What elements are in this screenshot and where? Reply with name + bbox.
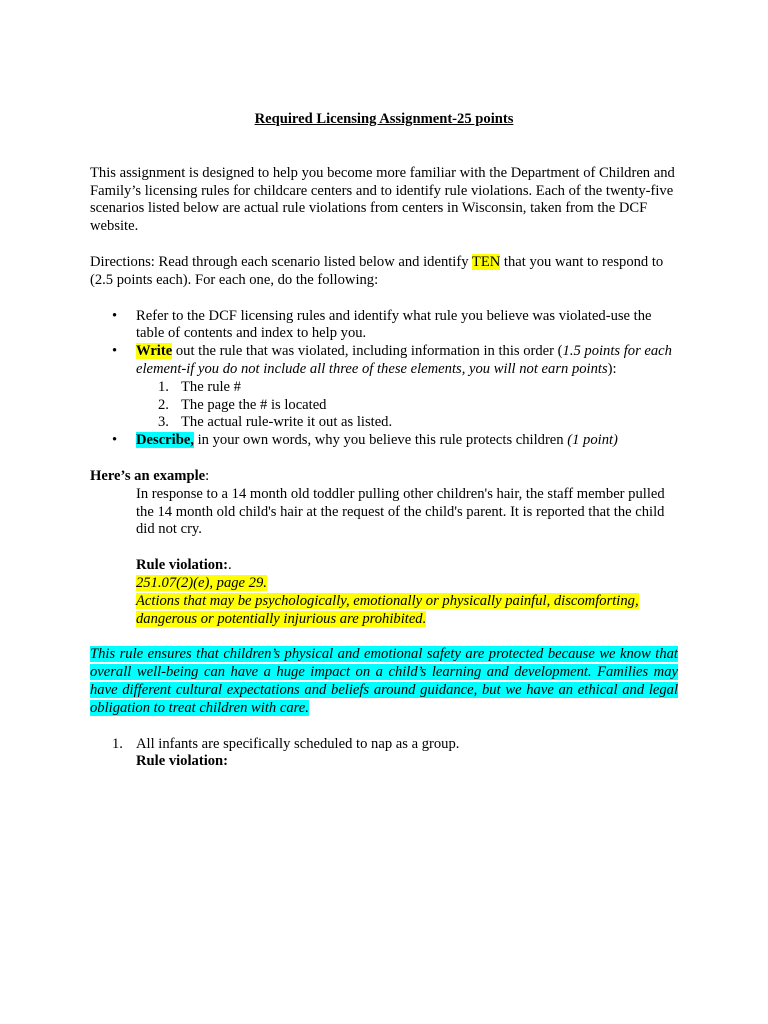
scenario-number: 1. [112, 735, 123, 752]
example-scenario: In response to a 14 month old toddler pulling other children's hair, the staff member pulled the 14 month old child's hair at the request of the child's parent. It is reported that the child did not cry. [136, 485, 665, 538]
directions-highlight-ten: TEN [471, 253, 501, 270]
intro-paragraph: This assignment is designed to help you become more familiar with the Department of Children and Family’s licensing rules for childcare centers and to identify rule violations. Each of the twenty-five scenarios listed below are actual rule violations from centers in Wisconsin, taken from the DCF website. [90, 164, 675, 235]
list-text: The actual rule-write it out as listed. [181, 414, 393, 431]
example-explanation [90, 646, 678, 717]
example-heading-text: Here’s an example [90, 467, 206, 484]
list-number: 2. [158, 396, 169, 413]
example-rule-label [90, 557, 678, 575]
bullet-glyph: • [112, 343, 118, 360]
directions-paragraph [90, 254, 678, 290]
rule-reference-text: 251.07(2)(e), page 29. [136, 574, 267, 591]
bullet-glyph: • [112, 307, 118, 324]
instruction-text: out the rule that was violated, including information in this order ( [172, 343, 563, 360]
instruction-keyword-describe: Describe, [136, 432, 194, 449]
scenario-item-1 [90, 736, 678, 772]
rule-text: Actions that may be psychologically, emotionally or physically painful, discomforting, dangerous or potentially injurious are prohibited. [136, 592, 639, 627]
directions-text-end: that you want to respond to (2.5 points each). For each one, do the following: [90, 253, 664, 288]
instruction-text-end: ): [607, 360, 617, 377]
list-number: 3. [158, 414, 169, 431]
page-title: Required Licensing Assignment-25 points [254, 111, 514, 127]
instruction-item-write [90, 343, 678, 379]
bullet-glyph: • [112, 432, 118, 449]
rule-label-tail: . [228, 557, 232, 574]
list-item [158, 379, 678, 397]
list-text: The rule # [181, 378, 241, 395]
rule-label-text: Rule violation: [136, 557, 229, 574]
explanation-text: This rule ensures that children’s physical and emotional safety are protected because we know that overall well-being can have a huge impact on a child’s learning and development. Families may have different cultural expectations and beliefs around guidance, but we have an ethical and legal obligation to treat children with care. [90, 646, 678, 716]
instruction-points-note: (1 point) [567, 432, 618, 449]
instruction-keyword-write: Write [136, 343, 173, 360]
rule-label-text: Rule violation: [136, 753, 229, 770]
scenario-text: All infants are specifically scheduled to nap as a group. [136, 735, 460, 752]
list-item [158, 414, 678, 432]
instruction-list [90, 308, 678, 379]
instruction-points-note: 1.5 points for each element-if you do not include all three of these elements, you will not earn points [136, 343, 672, 377]
instruction-list-2 [90, 432, 678, 450]
rule-elements-list [90, 379, 678, 432]
instruction-text: in your own words, why you believe this rule protects children [193, 432, 568, 449]
example-rule-reference [90, 575, 678, 593]
list-item [158, 397, 678, 415]
example-heading-colon: : [205, 467, 210, 484]
instruction-text: Refer to the DCF licensing rules and identify what rule you believe was violated-use the table of contents and index to help you. [136, 307, 652, 342]
example-heading [90, 468, 678, 486]
list-text: The page the # is located [181, 396, 327, 413]
scenario-rule-label [136, 753, 678, 771]
document-body [90, 111, 678, 771]
instruction-item-refer [90, 308, 678, 344]
list-number: 1. [158, 378, 169, 395]
directions-text: Directions: Read through each scenario listed below and identify [90, 253, 472, 270]
instruction-item-describe [90, 432, 678, 450]
example-rule-text [90, 593, 678, 629]
